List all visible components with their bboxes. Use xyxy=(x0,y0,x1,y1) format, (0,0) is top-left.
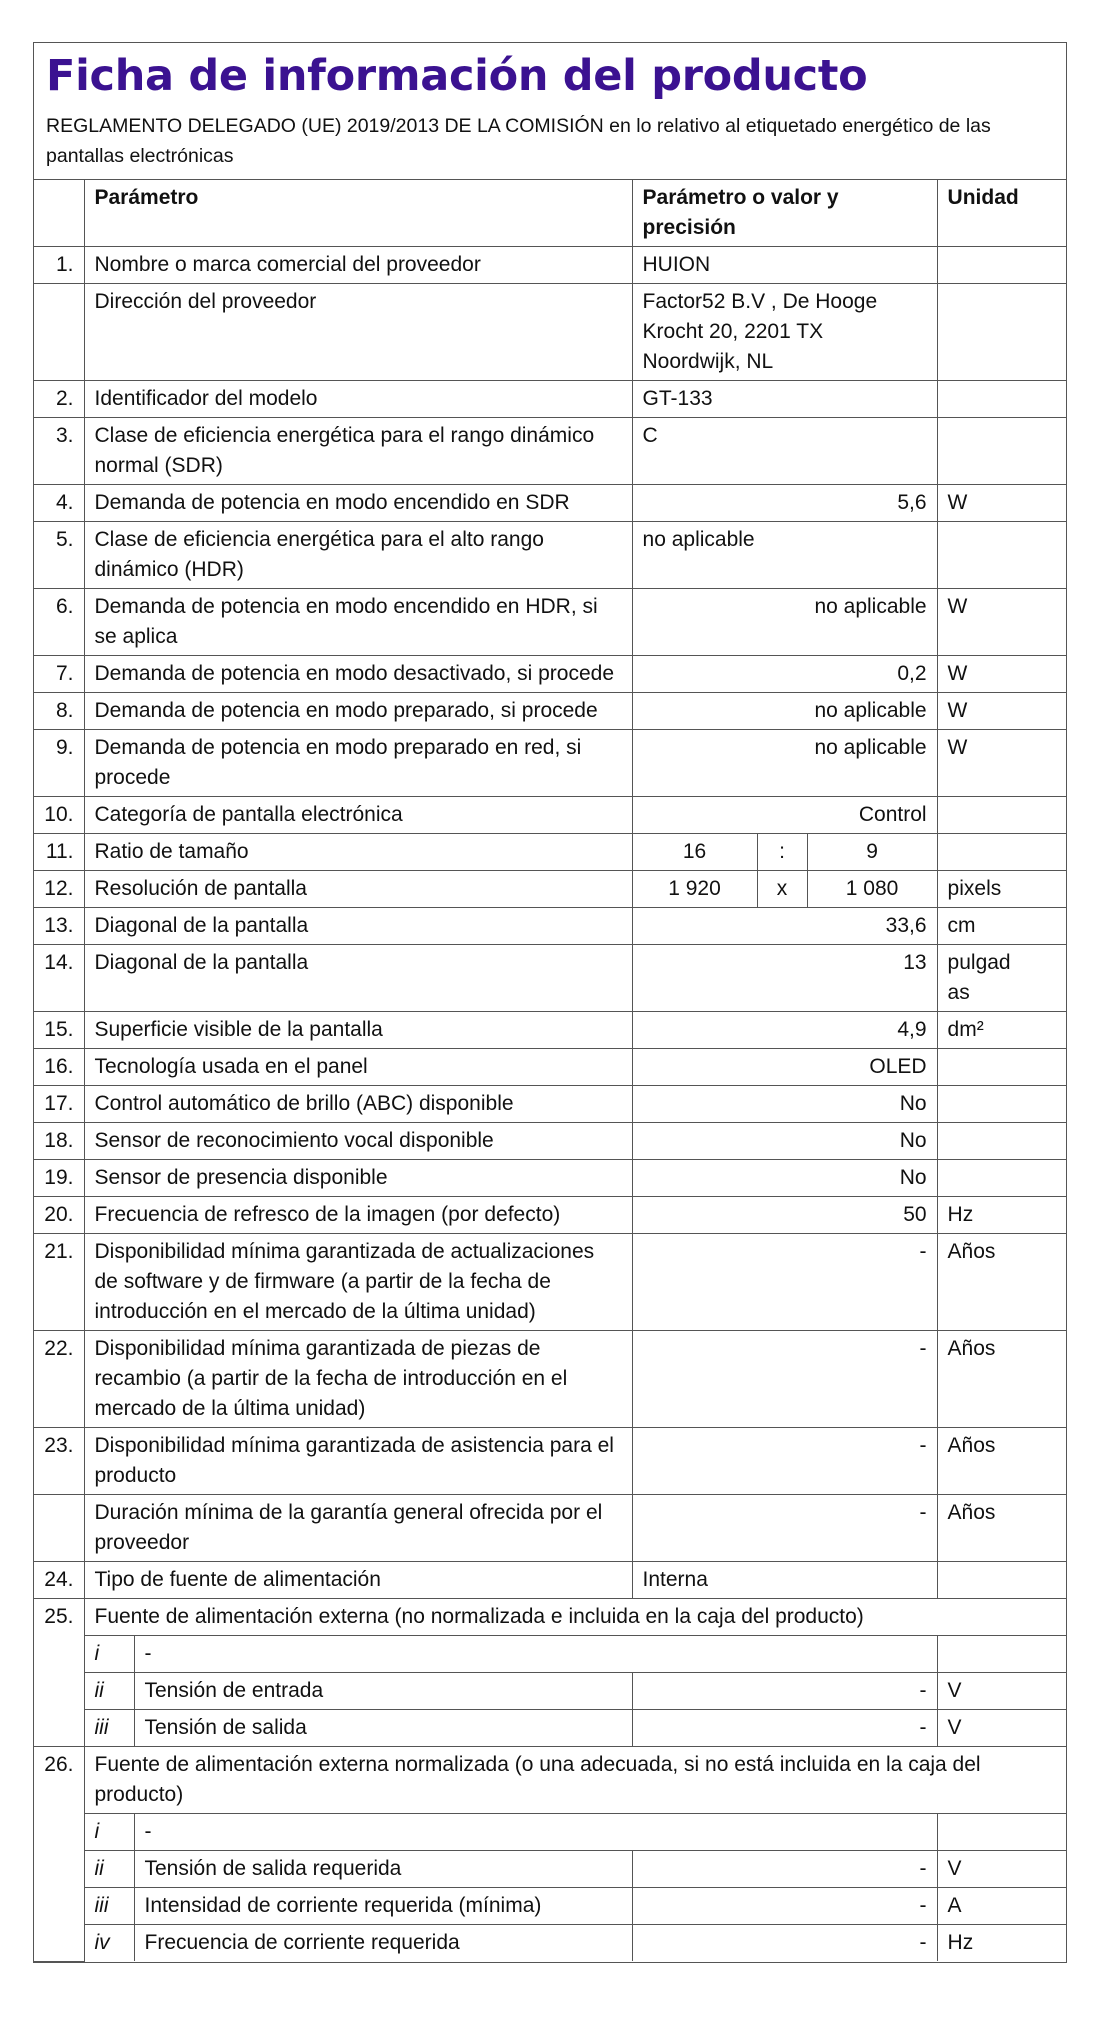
row-unit xyxy=(937,945,1067,1012)
row-parameter: Resolución de pantalla xyxy=(84,871,632,908)
resolution-height: 1 080 xyxy=(807,871,937,908)
row-number: 16. xyxy=(34,1049,84,1086)
sub-row-unit: V xyxy=(937,1710,1067,1747)
row-unit: W xyxy=(937,485,1067,522)
sub-row-unit xyxy=(937,1636,1067,1673)
row-parameter: Demanda de potencia en modo preparado, si procede xyxy=(84,693,632,730)
row-parameter: Identificador del modelo xyxy=(84,381,632,418)
header-value: Parámetro o valor y precisión xyxy=(632,180,937,247)
row-parameter: Demanda de potencia en modo encendido en SDR xyxy=(84,485,632,522)
table-row xyxy=(34,247,1067,284)
sub-row-index: i xyxy=(84,1814,134,1851)
sub-row-parameter: Tensión de salida requerida xyxy=(134,1851,632,1888)
table-row xyxy=(34,1160,1067,1197)
row-value: no aplicable xyxy=(632,730,937,797)
row-number: 15. xyxy=(34,1012,84,1049)
row-unit xyxy=(937,1123,1067,1160)
table-row xyxy=(34,1747,1067,1814)
sub-row-parameter: Intensidad de corriente requerida (mínima) xyxy=(134,1888,632,1925)
row-parameter: Demanda de potencia en modo preparado en red, si procede xyxy=(84,730,632,797)
row-parameter: Fuente de alimentación externa (no normalizada e incluida en la caja del producto) xyxy=(84,1599,1067,1636)
row-parameter: Tecnología usada en el panel xyxy=(84,1049,632,1086)
row-value: 33,6 xyxy=(632,908,937,945)
unit-pulgadas: pulgadas xyxy=(947,951,1011,1004)
sub-row-unit xyxy=(937,1814,1067,1851)
table-row xyxy=(34,1234,1067,1331)
row-value: 5,6 xyxy=(632,485,937,522)
table-row xyxy=(34,871,1067,908)
row-value: 0,2 xyxy=(632,656,937,693)
sub-row-unit: V xyxy=(937,1851,1067,1888)
row-unit: Años xyxy=(937,1428,1067,1495)
row-value: - xyxy=(632,1331,937,1428)
table-row xyxy=(34,485,1067,522)
row-value: No xyxy=(632,1160,937,1197)
ratio-height: 9 xyxy=(807,834,937,871)
row-value: Interna xyxy=(632,1562,937,1599)
row-value: no aplicable xyxy=(632,589,937,656)
row-number: 5. xyxy=(34,522,84,589)
row-number: 9. xyxy=(34,730,84,797)
resolution-width: 1 920 xyxy=(632,871,757,908)
table-row xyxy=(34,730,1067,797)
row-number xyxy=(34,284,84,381)
row-parameter: Disponibilidad mínima garantizada de actualizaciones de software y de firmware (a partir de la fecha de introducción en el mercado de la última unidad) xyxy=(84,1234,632,1331)
sub-row xyxy=(34,1851,1067,1888)
table-row xyxy=(34,381,1067,418)
row-parameter: Frecuencia de refresco de la imagen (por defecto) xyxy=(84,1197,632,1234)
row-parameter: Control automático de brillo (ABC) disponible xyxy=(84,1086,632,1123)
row-unit: W xyxy=(937,656,1067,693)
row-unit xyxy=(937,418,1067,485)
row-number: 20. xyxy=(34,1197,84,1234)
table-row xyxy=(34,1012,1067,1049)
row-parameter: Clase de eficiencia energética para el rango dinámico normal (SDR) xyxy=(84,418,632,485)
table-row xyxy=(34,656,1067,693)
sub-row-index: iii xyxy=(84,1888,134,1925)
ratio-width: 16 xyxy=(632,834,757,871)
row-value: HUION xyxy=(632,247,937,284)
row-value: no aplicable xyxy=(632,693,937,730)
parameters-table xyxy=(34,179,1067,1962)
row-number: 3. xyxy=(34,418,84,485)
row-unit: W xyxy=(937,589,1067,656)
sub-row-unit: Hz xyxy=(937,1925,1067,1962)
row-number: 12. xyxy=(34,871,84,908)
sub-row-index: i xyxy=(84,1636,134,1673)
row-unit xyxy=(937,247,1067,284)
row-parameter: Disponibilidad mínima garantizada de asistencia para el producto xyxy=(84,1428,632,1495)
table-row xyxy=(34,834,1067,871)
row-unit: Años xyxy=(937,1495,1067,1562)
row-number xyxy=(34,1495,84,1562)
row-value: Factor52 B.V , De Hooge Krocht 20, 2201 TX Noordwijk, NL xyxy=(632,284,937,381)
sub-row-index: iv xyxy=(84,1925,134,1962)
resolution-separator: x xyxy=(757,871,807,908)
sub-row-value: - xyxy=(632,1925,937,1962)
row-unit: dm² xyxy=(937,1012,1067,1049)
sub-row-parameter: - xyxy=(134,1814,937,1851)
row-number: 25. xyxy=(34,1599,84,1747)
row-unit xyxy=(937,1086,1067,1123)
table-row xyxy=(34,1086,1067,1123)
row-unit: pixels xyxy=(937,871,1067,908)
header-unit: Unidad xyxy=(937,180,1067,247)
table-row xyxy=(34,908,1067,945)
row-value: - xyxy=(632,1495,937,1562)
row-value: - xyxy=(632,1234,937,1331)
row-parameter: Clase de eficiencia energética para el alto rango dinámico (HDR) xyxy=(84,522,632,589)
sub-row-parameter: Tensión de salida xyxy=(134,1710,632,1747)
row-parameter: Demanda de potencia en modo desactivado, si procede xyxy=(84,656,632,693)
row-unit xyxy=(937,381,1067,418)
row-value: No xyxy=(632,1086,937,1123)
header-parameter: Parámetro xyxy=(84,180,632,247)
row-unit: W xyxy=(937,730,1067,797)
row-parameter: Sensor de reconocimiento vocal disponible xyxy=(84,1123,632,1160)
row-parameter: Duración mínima de la garantía general ofrecida por el proveedor xyxy=(84,1495,632,1562)
row-parameter: Diagonal de la pantalla xyxy=(84,908,632,945)
row-value: GT-133 xyxy=(632,381,937,418)
row-number: 1. xyxy=(34,247,84,284)
row-parameter: Categoría de pantalla electrónica xyxy=(84,797,632,834)
row-unit: Hz xyxy=(937,1197,1067,1234)
row-number: 10. xyxy=(34,797,84,834)
row-number: 13. xyxy=(34,908,84,945)
table-row xyxy=(34,522,1067,589)
product-information-sheet xyxy=(33,42,1067,1963)
sub-row-index: iii xyxy=(84,1710,134,1747)
sub-row-value: - xyxy=(632,1673,937,1710)
table-row xyxy=(34,1495,1067,1562)
row-value: no aplicable xyxy=(632,522,937,589)
regulation-subtitle: REGLAMENTO DELEGADO (UE) 2019/2013 DE LA COMISIÓN en lo relativo al etiquetado energético de las pantallas electrónicas xyxy=(46,115,991,167)
row-unit xyxy=(937,1049,1067,1086)
row-unit xyxy=(937,834,1067,871)
sub-row xyxy=(34,1814,1067,1851)
row-number: 11. xyxy=(34,834,84,871)
row-parameter: Tipo de fuente de alimentación xyxy=(84,1562,632,1599)
sub-row xyxy=(34,1888,1067,1925)
row-unit: Años xyxy=(937,1331,1067,1428)
table-row xyxy=(34,589,1067,656)
row-value: OLED xyxy=(632,1049,937,1086)
ratio-separator: : xyxy=(757,834,807,871)
row-unit xyxy=(937,1562,1067,1599)
row-parameter: Demanda de potencia en modo encendido en HDR, si se aplica xyxy=(84,589,632,656)
table-row xyxy=(34,693,1067,730)
row-unit: W xyxy=(937,693,1067,730)
row-parameter: Dirección del proveedor xyxy=(84,284,632,381)
row-number: 7. xyxy=(34,656,84,693)
row-number: 14. xyxy=(34,945,84,1012)
sub-row xyxy=(34,1673,1067,1710)
table-row xyxy=(34,797,1067,834)
row-unit xyxy=(937,797,1067,834)
row-parameter: Sensor de presencia disponible xyxy=(84,1160,632,1197)
row-number: 4. xyxy=(34,485,84,522)
sub-row-value: - xyxy=(632,1851,937,1888)
row-number: 21. xyxy=(34,1234,84,1331)
row-number: 6. xyxy=(34,589,84,656)
header-number xyxy=(34,180,84,247)
row-number: 18. xyxy=(34,1123,84,1160)
sub-row xyxy=(34,1925,1067,1962)
table-row xyxy=(34,418,1067,485)
row-parameter: Fuente de alimentación externa normalizada (o una adecuada, si no está incluida en la caja del producto) xyxy=(84,1747,1067,1814)
table-row xyxy=(34,284,1067,381)
row-unit: cm xyxy=(937,908,1067,945)
page-title: Ficha de información del producto xyxy=(46,51,868,101)
row-number: 17. xyxy=(34,1086,84,1123)
row-number: 24. xyxy=(34,1562,84,1599)
row-value: - xyxy=(632,1428,937,1495)
row-number: 19. xyxy=(34,1160,84,1197)
table-row xyxy=(34,1197,1067,1234)
row-value: 4,9 xyxy=(632,1012,937,1049)
row-parameter: Superficie visible de la pantalla xyxy=(84,1012,632,1049)
row-parameter: Nombre o marca comercial del proveedor xyxy=(84,247,632,284)
row-value: Control xyxy=(632,797,937,834)
row-value: C xyxy=(632,418,937,485)
sub-row-unit: V xyxy=(937,1673,1067,1710)
table-row xyxy=(34,1599,1067,1636)
row-unit xyxy=(937,284,1067,381)
row-unit xyxy=(937,522,1067,589)
table-row xyxy=(34,1049,1067,1086)
table-row xyxy=(34,1123,1067,1160)
row-number: 23. xyxy=(34,1428,84,1495)
sub-row-value: - xyxy=(632,1710,937,1747)
row-number: 26. xyxy=(34,1747,84,1962)
row-value: No xyxy=(632,1123,937,1160)
sub-row-parameter: Tensión de entrada xyxy=(134,1673,632,1710)
row-number: 8. xyxy=(34,693,84,730)
row-number: 2. xyxy=(34,381,84,418)
table-header-row xyxy=(34,180,1067,247)
row-parameter: Disponibilidad mínima garantizada de piezas de recambio (a partir de la fecha de introducción en el mercado de la última unidad) xyxy=(84,1331,632,1428)
sub-row-unit: A xyxy=(937,1888,1067,1925)
row-parameter: Ratio de tamaño xyxy=(84,834,632,871)
sub-row-value: - xyxy=(632,1888,937,1925)
table-row xyxy=(34,945,1067,1012)
row-parameter: Diagonal de la pantalla xyxy=(84,945,632,1012)
sub-row-index: ii xyxy=(84,1851,134,1888)
sub-row-index: ii xyxy=(84,1673,134,1710)
sub-row xyxy=(34,1636,1067,1673)
row-unit xyxy=(937,1160,1067,1197)
row-value: 13 xyxy=(632,945,937,1012)
sub-row xyxy=(34,1710,1067,1747)
row-value: 50 xyxy=(632,1197,937,1234)
sub-row-parameter: Frecuencia de corriente requerida xyxy=(134,1925,632,1962)
table-row xyxy=(34,1562,1067,1599)
row-unit: Años xyxy=(937,1234,1067,1331)
row-number: 22. xyxy=(34,1331,84,1428)
table-row xyxy=(34,1428,1067,1495)
sub-row-parameter: - xyxy=(134,1636,937,1673)
table-row xyxy=(34,1331,1067,1428)
